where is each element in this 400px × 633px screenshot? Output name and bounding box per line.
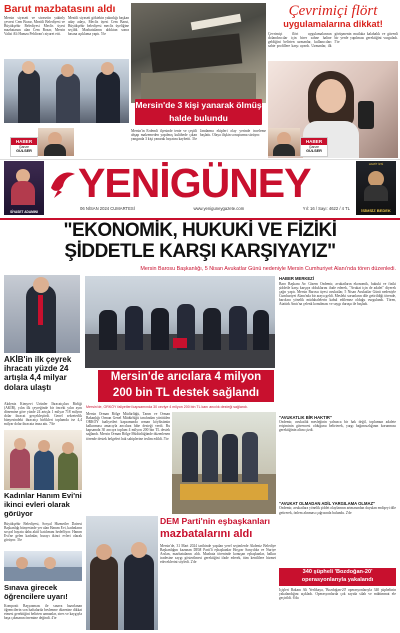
right-promo-top: HAMİT İZSİ — [368, 162, 384, 166]
haber-label: HABER — [11, 138, 37, 145]
right-col-sub: "AVUKATLIK BİR HAKTIR" — [279, 415, 332, 420]
hanim-evi-headline: Kadınlar Hanım Evi'ni ikinci evleri olarak görüyor — [4, 491, 82, 518]
sinav-headline: Sınava girecek öğrencilere uyarı! — [4, 583, 68, 601]
dem-photo — [86, 516, 158, 630]
main-headline-2: ŞİDDETLE KARŞI KARŞIYAYIZ" — [64, 241, 336, 262]
masthead-info — [80, 204, 350, 213]
dem-body: Mersin'de, 31 Mart 2024 tarihinde yapılan yerel seçimlerde Akdeniz Belediye Başkanlığını kazanan DEM Parti'li eşbaşkanlar Hoşyar Sarıyıldız ve Nuriye Arslan, mazbatalarını aldı. Mazbata töreninde konuşan eşbaşkanlar, halkın iradesine saygı gösterilmesi gerektiğini ifade ederek, tüm kentlilere hizmet edeceklerini söyledi. 2'de — [160, 544, 276, 565]
right-promo-text: İSİMSİZ BEDEK — [361, 208, 391, 213]
fire-photo — [131, 3, 266, 103]
barut-photo — [4, 59, 129, 123]
main-subhead: Mersin Barosu Başkanlığı, 5 Nisan Avukatlar Günü nedeniyle Mersin Cumhuriyet Alanı'nda tören düzenledi. — [140, 266, 396, 272]
main-headline-1: "EKONOMİK, HUKUKİ VE FİZİKİ — [63, 220, 337, 241]
aricilar-body: Mersin Orman Bölge Müdürlüğü, Tarım ve Orman Bakanlığı Orman Genel Müdürlüğü tarafından yürütülen ORKÖY faaliyetleri kapsamında orman köylüsünün kalkınması amacıyla arıcılara hibe desteği verdi. Bu kapsamda 30 arıcıya toplam 4 milyon 200 bin TL destek sağlandı. Mersin Orman Bölge Müdürlüğünde düzenlenen törende destek belgeleri hak sahiplerine teslim edildi. 5'te — [86, 412, 170, 441]
fire-headline: Mersin'de 3 kişi yanarak ölmüş halde bulundu — [135, 100, 262, 123]
flirt-headline-1: Çevrimiçi flört — [288, 3, 378, 19]
top-center-story — [131, 3, 266, 158]
masthead — [0, 159, 400, 220]
aricilar-subhead: Mersin'de, ORKÖY faliyetleri kapsamında 30 ceviye 4 milyon 200 bin TL kanı ancılık desteği sağlandı. — [86, 405, 248, 409]
dove-icon — [48, 166, 78, 200]
website: www.yeniguneygazete.com — [193, 206, 245, 211]
dem-headline-1: DEM Parti'nin eşbaşkanları — [160, 516, 270, 526]
bozdogan-headline-1: 340 şüpheli 'Bozdoğan-20' — [302, 569, 373, 575]
haber-sub: Ganze — [19, 145, 29, 149]
newspaper-name — [78, 160, 348, 206]
right-reporter-photo — [268, 128, 300, 156]
fire-headline-bar — [135, 99, 262, 125]
haber-sub: Ganze — [309, 145, 319, 149]
haber-label: HABER — [301, 138, 327, 145]
main-right-column — [279, 276, 396, 566]
aricilar-headline-1: Mersin'de arıcılara 4 milyon — [110, 371, 262, 383]
right-promo — [356, 161, 396, 215]
flirt-body: Çevrimiçi flört uygulamalarının dolandırıcılar için birer sahne haline geldiğini belirten uzmanlar, kullanıcıları sahte profillere karşı uyardı. Uzmanlar, ilk görüşmenin mutlaka kalabalık ve güvenli bir yerde yapılması gerektiğini vurguladı. 5'te — [268, 32, 398, 49]
right-col-body-2: Özdemir, avukatlık mesleğinin yalnızca bir hak değil, toplumun adalete erişiminin güvencesi olduğunu belirterek, yargı bağımsızlığının korunması gerektiğinin altını çizdi. — [279, 420, 396, 433]
sinav-photo — [4, 551, 82, 581]
lawyers-photo — [85, 276, 275, 368]
aricilar-headline-bar — [98, 370, 274, 402]
dem-headline-2: mazbatalarını aldı — [160, 528, 253, 540]
haber-name: GÜLSER — [16, 149, 32, 154]
issue-date: 06 NİSAN 2024 CUMARTESİ — [80, 206, 135, 211]
name-part-1: YENİ — [78, 160, 170, 206]
akib-photo — [4, 275, 80, 353]
haber-box-right — [300, 137, 328, 157]
sinav-body: Kompozit Başyazması ile sınava hazırlanan öğrencilerin son haftalarda beslenme düzenine dikkat etmesi gerektiğini belirten uzmanlar, stres ve kaygıyla başa çıkmanın önemine değindi. 4'te — [4, 604, 82, 621]
left-promo-text: SİYASET ADAMINI — [10, 210, 38, 214]
name-part-2: GÜNEY — [169, 160, 311, 206]
aricilar-headline-2: 200 bin TL destek sağlandı — [112, 386, 260, 399]
flirt-headline-2: uygulamalarına dikkat! — [283, 19, 383, 29]
left-reporter-photo — [38, 128, 74, 156]
right-col-body: Baro Başkanı Av. Gizem Özdemir, avukatların ekonomik, hukuki ve fiziki şiddetle karşı karşıya olduklarını ifade ederek, "Avukat için de adalet" diyerek çağrı yaptı. Mersin Barosu üyesi avukatlar, 5 Nisan Avukatlar Günü nedeniyle Cumhuriyet Alanı'nda bir araya geldi. Mesleki sorunların dile getirildiği törende, barolara yönelik müdahalelerin kabul edilemez olduğu vurgulandı. Tören, Atatürk Anıtı'na çelenk konulması ve saygı duruşu ile başladı. — [279, 282, 396, 307]
issue-number: Yıl: 16 / Sayı: 4622 / 4 TL — [302, 206, 350, 211]
barut-body-1: Mersin siyaseti ve sivasetin yakinly çevresi Cem Bozar, Mezitli Belediyesi ve Büyükşehir Belediyesi Meclis üyesi mazbatasını alan Cem Bozar, Mersin Valisi Ali Hamza Pehlivan'ı ziyaret etti. — [4, 16, 65, 37]
right-col-body-3: Özdemir, avukatlara yönelik şiddet olaylarının artmasından duyulan endişeyi dile getirerek, önlem alınması çağrısında bulundu. 2'de — [279, 506, 396, 515]
bozdogan-headline-2: operasyonlarıyla yakalandı — [301, 577, 374, 583]
barut-body-2: Mezitli siyaseti göktekin yakınlığı başkan aday adayı, Meclis üyesi Cem Barut, Büyükşehir belediyesi meclis üyeliğine seçildi. Mazbatalarını aldıktan sonra basına açıklama yaptı. 5'te — [68, 16, 129, 37]
haber-box-left — [10, 137, 38, 157]
bozdogan-body: İçişleri Bakanı Ali Yerlikaya, 'Bozdoğan-20' operasyonlarıyla 340 şüphelinin yakalandığını açıkladı. Operasyonlarda çok sayıda silah ve mühimmat ele geçirildi. 6'da — [279, 588, 396, 601]
fire-body-2: Jandarma ekipleri olay yerinde inceleme başlattı. Olaya ilişkin soruşturma sürüyor. — [200, 129, 266, 138]
right-col-title: HABER MERKEZİ — [279, 276, 314, 281]
hanim-evi-body: Büyükşehir Belediyesi, Sosyal Hizmetler Dairesi Başkanlığı bünyesinde yer alan Hanım Evi, kadınların sosyal hayata daha aktif katılımını hedefliyor. Hanım Evi'ne gelen kadınlar, burayı ikinci evleri olarak görüyor. 3'te — [4, 522, 82, 543]
haber-name: GÜLSER — [306, 149, 322, 154]
akib-body: Akdeniz Kimyevi Ürünler İhracatçıları Birliği (AKİB), yılın ilk çeyreğinde bir önceki yılın aynı dönemine göre yüzde 24 artışla 1 milyar 718 milyon dolar ihracat gerçekleştirdi. Genel sekreterlik bünyesindeki ihracatçı birlikleri toplamda ise 4,4 milyar dolar ihracata imza attı. 7'de — [4, 402, 82, 427]
top-left-story — [4, 3, 129, 123]
left-promo — [4, 161, 44, 215]
akib-headline: AKİB'in ilk çeyrek ihracatı yüzde 24 artışla 4,4 milyar dolara ulaştı — [4, 355, 72, 392]
main-headline-block — [4, 220, 396, 264]
barut-headline: Barut mazbatasını aldı — [4, 3, 116, 15]
bozdogan-headline — [279, 568, 396, 586]
right-col-sub-2: "AVUKAT OLMADAN ADİL YARGILAMA OLMAZ" — [279, 501, 376, 507]
hanim-evi-photo — [4, 430, 82, 490]
fire-body-1: Mersin'in Erdemli ilçesinde tente ve çeşitli ahşap malzemeden yapılmış kulübede çıkan yangında 3 kişi yanarak hayatını kaybetti. 3'te — [131, 129, 197, 142]
aricilar-photo — [172, 412, 276, 514]
